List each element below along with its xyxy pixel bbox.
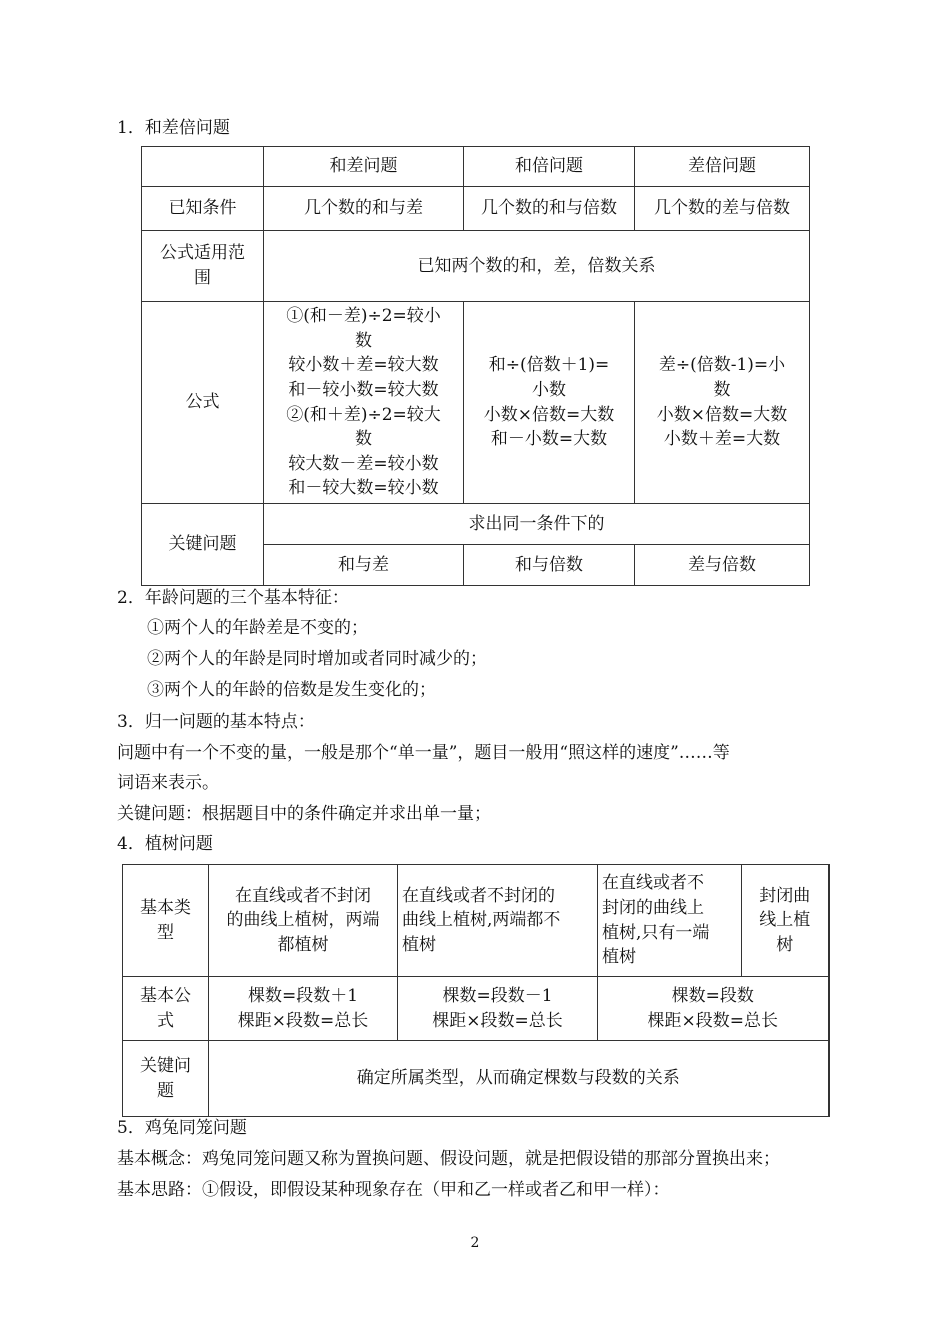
section5-idea: 基本思路：①假设，即假设某种现象存在（甲和乙一样或者乙和甲一样）： bbox=[117, 1180, 670, 1200]
planting-formula: 棵数=段数－1 棵距×段数=总长 bbox=[398, 977, 598, 1041]
section5-concept: 基本概念：鸡兔同笼问题又称为置换问题、假设问题，就是把假设错的那部分置换出来； bbox=[117, 1149, 780, 1169]
formula-scope-value: 已知两个数的和，差，倍数关系 bbox=[264, 231, 810, 302]
planting-formula: 棵数=段数 棵距×段数=总长 bbox=[598, 977, 829, 1041]
key-question-value: 差与倍数 bbox=[635, 545, 810, 586]
table1-header: 和差问题 bbox=[264, 147, 464, 187]
formula-chabei: 差÷(倍数-1)=小 数 小数×倍数=大数 小数＋差=大数 bbox=[635, 302, 810, 504]
planting-type: 在直线或者不封闭的 曲线上植树,两端都不 植树 bbox=[398, 865, 598, 977]
age-feature-item: ③两个人的年龄的倍数是发生变化的； bbox=[147, 680, 436, 700]
section3-heading: 3．归一问题的基本特点： bbox=[117, 712, 315, 732]
formula-hebei: 和÷(倍数＋1)= 小数 小数×倍数=大数 和－小数=大数 bbox=[464, 302, 635, 504]
tree-key-question-value: 确定所属类型，从而确定棵数与段数的关系 bbox=[209, 1041, 829, 1117]
sum-difference-multiple-table bbox=[141, 146, 810, 586]
formula-label: 公式 bbox=[142, 302, 264, 504]
section4-heading: 4．植树问题 bbox=[117, 834, 213, 854]
known-condition: 几个数的和与倍数 bbox=[464, 187, 635, 231]
tree-key-question-label: 关键问 题 bbox=[123, 1041, 209, 1117]
key-question-value: 和与差 bbox=[264, 545, 464, 586]
basic-formula-label: 基本公 式 bbox=[123, 977, 209, 1041]
tree-planting-table bbox=[122, 864, 830, 1117]
section3-text: 问题中有一个不变的量，一般是那个“单一量”，题目一般用“照这样的速度”……等 bbox=[117, 743, 730, 763]
page-number: 2 bbox=[470, 1235, 480, 1251]
table1-corner bbox=[142, 147, 264, 187]
planting-formula: 棵数=段数＋1 棵距×段数=总长 bbox=[209, 977, 398, 1041]
key-question-top: 求出同一条件下的 bbox=[264, 504, 810, 545]
section2-heading: 2．年龄问题的三个基本特征： bbox=[117, 588, 349, 608]
table1-header: 差倍问题 bbox=[635, 147, 810, 187]
age-feature-item: ②两个人的年龄是同时增加或者同时减少的； bbox=[147, 649, 487, 669]
planting-type: 封闭曲 线上植 树 bbox=[742, 865, 829, 977]
known-conditions-label: 已知条件 bbox=[142, 187, 264, 231]
table1-header: 和倍问题 bbox=[464, 147, 635, 187]
section3-key: 关键问题：根据题目中的条件确定并求出单一量； bbox=[117, 804, 491, 824]
formula-scope-label: 公式适用范 围 bbox=[142, 231, 264, 302]
known-condition: 几个数的和与差 bbox=[264, 187, 464, 231]
basic-type-label: 基本类 型 bbox=[123, 865, 209, 977]
known-condition: 几个数的差与倍数 bbox=[635, 187, 810, 231]
age-feature-item: ①两个人的年龄差是不变的； bbox=[147, 618, 368, 638]
section1-heading: 1．和差倍问题 bbox=[117, 118, 230, 138]
planting-type: 在直线或者不 封闭的曲线上 植树,只有一端 植树 bbox=[598, 865, 742, 977]
section5-heading: 5．鸡兔同笼问题 bbox=[117, 1118, 247, 1138]
section3-text: 词语来表示。 bbox=[117, 773, 219, 793]
formula-hecha: ①(和－差)÷2=较小 数 较小数＋差=较大数 和－较小数=较大数 ②(和＋差)÷2=较大 数 较大数－差=较小数 和－较大数=较小数 bbox=[264, 302, 464, 504]
key-question-label: 关键问题 bbox=[142, 504, 264, 586]
planting-type: 在直线或者不封闭 的曲线上植树，两端 都植树 bbox=[209, 865, 398, 977]
key-question-value: 和与倍数 bbox=[464, 545, 635, 586]
